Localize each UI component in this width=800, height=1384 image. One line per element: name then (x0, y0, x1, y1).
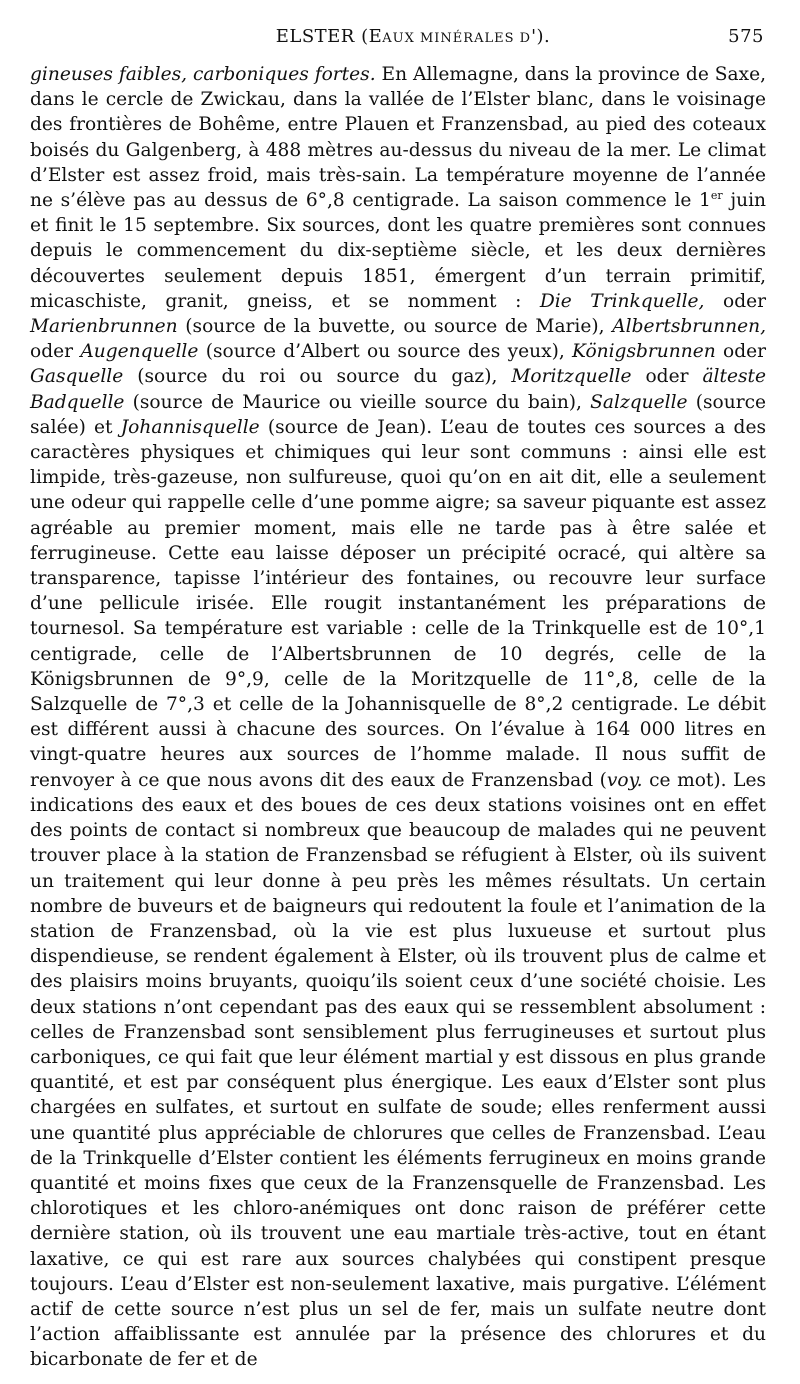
source-name: Salzquelle (590, 391, 688, 413)
running-title (30, 26, 766, 47)
source-name: Marienbrunnen (30, 316, 178, 338)
text-span: ce mot). Les indications des eaux et des boues de ces deux stations voisines ont en effet des points de contact si nombreux que beaucoup de malades qui ne peuvent trouver place à la station de Franzensbad se réfugient à Elster, où ils suivent un traitement qui leur donne à peu près les mêmes résultats. Un certain nombre de buveurs et de baigneurs qui redoutent la foule et l’animation de la station de Franzensbad, où la vie est plus luxueuse et surtout plus dispendieuse, se rendent également à Elster, où ils trouvent plus de calme et des plaisirs moins bruyants, quoiqu’ils soient ceux d’une société choisie. Les deux stations n’ont cependant pas des eaux qui se ressemblent absolument : celles de Franzensbad sont sensiblement plus ferrugineuses et surtout plus carboniques, ce qui fait que leur élément martial y est dissous en plus grande quantité, et est par conséquent plus énergique. Les eaux d’Elster sont plus chargées en sulfates, et surtout en sulfate de soude; elles renferment aussi une quantité plus appréciable de chlorures que celles de Franzensbad. L’eau de la Trinkquelle d’Elster contient les éléments ferrugineux en moins grande quantité et moins fixes que ceux de la Franzensquelle de Franzensbad. Les chlorotiques et les chloro-anémiques ont donc raison de préférer cette dernière station, où ils trouvent une eau martiale très-active, tout en étant laxative, ce qui est rare aux sources chalybées qui constipent presque toujours. L’eau d’Elster est non-seulement laxative, mais purgative. L’élément actif de cette source n’est plus un sel de fer, mais un sulfate neutre dont l’action affaiblissante est annulée par la présence des chlorures et du bicarbonate de fer et de (30, 769, 766, 1371)
source-name: Augenquelle (80, 341, 199, 363)
source-name: Königsbrunnen (572, 341, 716, 363)
running-title-main: ELSTER (E (275, 26, 383, 47)
running-head (30, 26, 766, 56)
body-paragraph (30, 62, 766, 1373)
source-name: Albertsbrunnen, (612, 316, 766, 338)
text-span: (source de Maurice ou vieille source du bain), (124, 391, 591, 413)
text-span: (source d’Albert ou source des yeux), (198, 341, 573, 363)
text-span: oder (30, 341, 81, 363)
running-title-end: '). (531, 26, 551, 47)
text-span: En Allemagne, dans la province de Saxe, dans le cercle de Zwickau, dans la vallée de l’Elster blanc, dans le voisinage des frontières de Bohême, entre Plauen et Franzensbad, au pied des coteaux boisés du Galgenberg, à 488 mètres au-dessus du niveau de la mer. Le climat d’Elster est assez froid, mais très-sain. La température moyenne de l’année ne s’élève pas au dessus de 6°,8 centigrade. La saison commence le 1 (30, 64, 766, 212)
superscript: er (710, 188, 723, 202)
source-name: Die Trinkquelle, (539, 290, 705, 312)
text-span: (source de la buvette, ou source de Marie), (177, 316, 613, 338)
text-span: (source du roi ou source du gaz), (123, 366, 512, 388)
text-span: (source salée) et (30, 391, 766, 438)
page-number: 575 (728, 26, 764, 47)
text-span: (source de Jean). L’eau de toutes ces sources a des caractères physiques et chimiques qui leur sont communs : ainsi elle est limpide, très-gazeuse, non sulfureuse, quoi qu’on en ait dit, elle a seulement une odeur qui rappelle celle d’une pomme aigre; sa saveur piquante est assez agréable au premier moment, mais elle ne tarde pas à être salée et ferrugineuse. Cette eau laisse déposer un précipité ocracé, qui altère sa transparence, tapisse l’intérieur des fontaines, ou recouvre leur surface d’une pellicule irisée. Elle rougit instantanément les préparations de tournesol. Sa température est variable : celle de la Trinkquelle est de 10°,1 centigrade, celle de l’Albertsbrunnen de 10 degrés, celle de la Königsbrunnen de 9°,9, celle de la Moritzquelle de 11°,8, celle de la Salzquelle de 7°,3 et celle de la Johannisquelle de 8°,2 centigrade. Le débit est différent aussi à chacune des sources. On l’évalue à 164 000 litres en vingt-quatre heures aux sources de l’homme malade. Il nous suffit de renvoyer à ce que nous avons dit des eaux de Franzensbad ( (30, 416, 766, 791)
text-span-italic: voy. (606, 769, 643, 791)
text-span: oder (631, 366, 703, 388)
source-name: Johannisquelle (120, 416, 260, 438)
running-title-smallcaps: AUX MINÉRALES D (382, 31, 532, 46)
source-name: älteste Badquelle (30, 366, 766, 413)
text-span: gineuses faibles, carboniques fortes. (30, 64, 376, 85)
source-name: Moritzquelle (511, 366, 632, 388)
text-span: oder (715, 341, 767, 363)
text-span: juin et finit le 15 septembre. Six sources, dont les quatre premières sont connues depuis le commencement du dix-septième siècle, et les deux dernières découvertes seulement depuis 1851, émergent d’un terrain primitif, micaschiste, granit, gneiss, et se nomment : (30, 190, 766, 312)
text-span: oder (704, 290, 767, 312)
source-name: Gasquelle (30, 366, 124, 388)
